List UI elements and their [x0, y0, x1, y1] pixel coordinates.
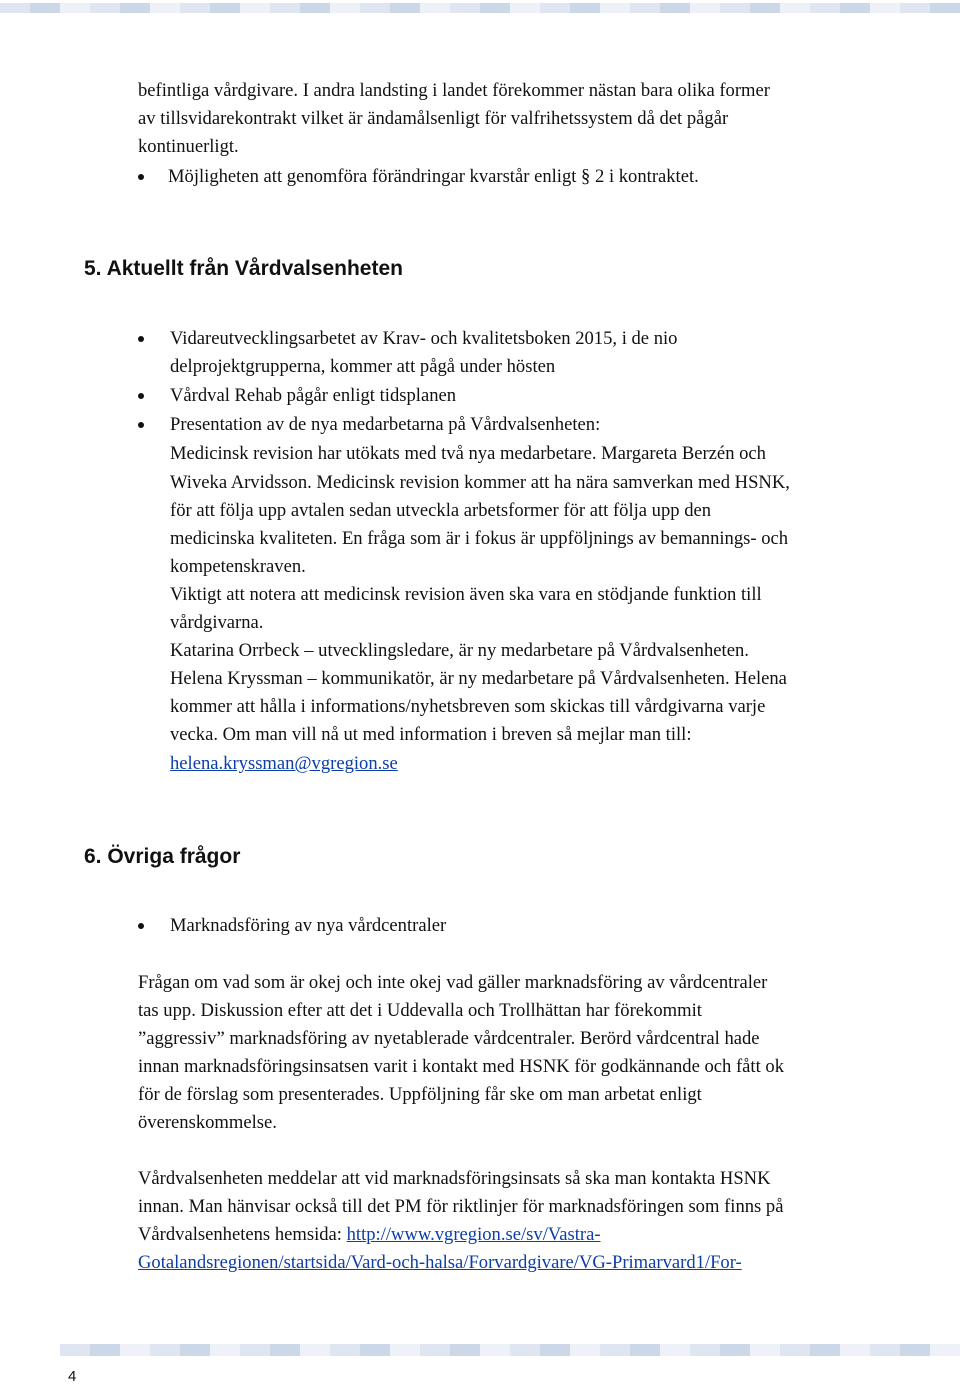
- text-line: befintliga vårdgivare. I andra landsting i landet förekommer nästan bara olika former: [138, 80, 770, 101]
- text-line: Möjligheten att genomföra förändringar kvarstår enligt § 2 i kontraktet.: [168, 166, 699, 187]
- text-line: Vidareutvecklingsarbetet av Krav- och kvalitetsboken 2015, i de nio: [170, 328, 678, 349]
- header-band: [0, 0, 960, 16]
- text-line: Marknadsföring av nya vårdcentraler: [170, 915, 447, 936]
- text-line: kommer att hålla i informations/nyhetsbreven som skickas till vårdgivarna varje: [170, 696, 766, 717]
- text-line: Medicinsk revision har utökats med två nya medarbetare. Margareta Berzén och: [170, 443, 766, 464]
- text-line: Vårdvalsenheten meddelar att vid marknadsföringsinsats så ska man kontakta HSNK: [138, 1168, 771, 1189]
- text-line: Helena Kryssman – kommunikatör, är ny medarbetare på Vårdvalsenheten. Helena: [170, 668, 787, 689]
- url-link-line: [138, 1249, 742, 1277]
- bullet-icon: [138, 174, 144, 180]
- text-line: delprojektgrupperna, kommer att pågå under hösten: [170, 356, 556, 377]
- url-link[interactable]: http://www.vgregion.se/sv/Vastra-: [346, 1224, 601, 1245]
- text-line: innan. Man hänvisar också till det PM för riktlinjer för marknadsföringen som finns på: [138, 1196, 784, 1217]
- text-line: Vårdval Rehab pågår enligt tidsplanen: [170, 385, 457, 406]
- header-pattern: [0, 3, 960, 13]
- page-number: 4: [68, 1368, 77, 1385]
- text-line: innan marknadsföringsinsatsen varit i kontakt med HSNK för godkännande och fått ok: [138, 1056, 784, 1077]
- footer-band: [60, 1340, 960, 1358]
- text-line: Katarina Orrbeck – utvecklingsledare, är ny medarbetare på Vårdvalsenheten.: [170, 640, 749, 661]
- text-line: vårdgivarna.: [170, 612, 264, 633]
- text-span: Vårdvalsenhetens hemsida:: [138, 1224, 347, 1245]
- email-link-line: [170, 750, 398, 778]
- section-5-heading: 5. Aktuellt från Vårdvalsenheten: [84, 257, 403, 280]
- email-link[interactable]: helena.kryssman@vgregion.se: [170, 753, 398, 774]
- text-line: vecka. Om man vill nå ut med information i breven så mejlar man till:: [170, 724, 692, 745]
- text-line: för att följa upp avtalen sedan utveckla arbetsformer för att följa upp den: [170, 500, 712, 521]
- footer-pattern: [60, 1344, 960, 1356]
- text-line: ”aggressiv” marknadsföring av nyetablerade vårdcentraler. Berörd vårdcentral hade: [138, 1028, 760, 1049]
- text-line: [138, 1221, 601, 1249]
- text-line: överenskommelse.: [138, 1112, 277, 1133]
- text-line: medicinska kvaliteten. En fråga som är i fokus är uppföljnings av bemannings- och: [170, 528, 789, 549]
- bullet-icon: [138, 422, 144, 428]
- text-line: kontinuerligt.: [138, 136, 239, 157]
- text-line: Viktigt att notera att medicinsk revision även ska vara en stödjande funktion till: [170, 584, 762, 605]
- url-link-continued[interactable]: Gotalandsregionen/startsida/Vard-och-halsa/Forvardgivare/VG-Primarvard1/For-: [138, 1252, 742, 1273]
- text-line: Wiveka Arvidsson. Medicinsk revision kommer att ha nära samverkan med HSNK,: [170, 472, 790, 493]
- bullet-icon: [138, 393, 144, 399]
- text-line: för de förslag som presenterades. Uppföljning får ske om man arbetat enligt: [138, 1084, 702, 1105]
- text-line: av tillsvidarekontrakt vilket är ändamålsenligt för valfrihetssystem då det pågår: [138, 108, 729, 129]
- bullet-icon: [138, 923, 144, 929]
- text-line: Presentation av de nya medarbetarna på Vårdvalsenheten:: [170, 414, 601, 435]
- section-6-heading: 6. Övriga frågor: [84, 845, 241, 868]
- text-line: kompetenskraven.: [170, 556, 306, 577]
- text-line: Frågan om vad som är okej och inte okej vad gäller marknadsföring av vårdcentraler: [138, 972, 768, 993]
- text-line: tas upp. Diskussion efter att det i Uddevalla och Trollhättan har förekommit: [138, 1000, 702, 1021]
- bullet-icon: [138, 336, 144, 342]
